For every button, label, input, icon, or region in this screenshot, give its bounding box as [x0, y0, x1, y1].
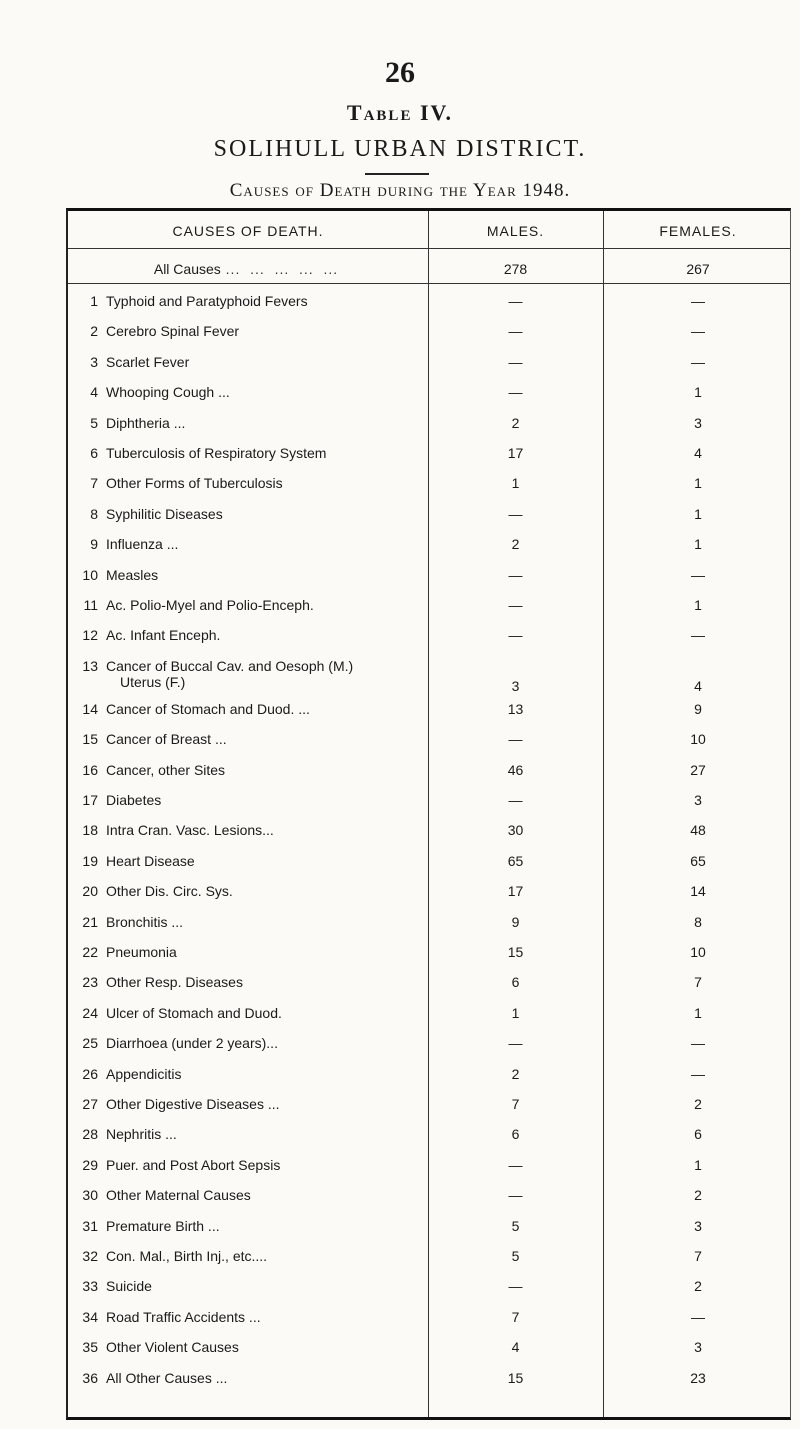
row-cause: Cancer of Breast ... [106, 731, 227, 748]
row-females: 7 [694, 1248, 702, 1264]
table-row [68, 1066, 790, 1096]
row-males: 7 [511, 1308, 520, 1325]
row-cause: Diphtheria ... [106, 414, 186, 431]
table-row [68, 323, 790, 353]
table-row [68, 1218, 790, 1248]
row-females: — [691, 323, 705, 340]
row-number: 1 [90, 293, 98, 309]
all-causes-females: 267 [686, 261, 710, 277]
row-females: — [691, 1065, 705, 1082]
table-title: Table IV. [346, 100, 454, 125]
row-males: 30 [507, 822, 524, 839]
row-cause: Suicide [106, 1278, 152, 1295]
row-females: 1 [694, 536, 702, 553]
row-females: 1 [694, 475, 702, 492]
row-cause: Cancer, other Sites [106, 761, 226, 778]
row-cause: Ac. Infant Enceph. [106, 627, 221, 644]
row-number: 6 [90, 445, 98, 461]
row-cause-line2: Uterus (F.) [120, 673, 186, 690]
table-row [68, 1309, 790, 1339]
row-number: 26 [82, 1065, 98, 1082]
row-males: 3 [511, 677, 520, 694]
row-females: 1 [694, 505, 702, 522]
all-causes-rule [68, 283, 790, 284]
row-males: — [508, 1278, 523, 1295]
row-males: 46 [507, 761, 524, 778]
row-males: — [508, 627, 523, 644]
row-number: 15 [82, 731, 98, 748]
row-number: 32 [82, 1248, 98, 1264]
row-males: — [508, 1156, 523, 1173]
table-row [68, 762, 790, 792]
table-row [68, 506, 790, 536]
table-row [68, 1187, 790, 1217]
row-number: 30 [82, 1187, 98, 1204]
row-females: 10 [690, 731, 706, 748]
all-causes-label: All Causes ... ... ... ... ... [153, 261, 339, 277]
row-females: 2 [694, 1096, 702, 1112]
row-number: 10 [82, 566, 98, 583]
row-males: 2 [511, 414, 520, 431]
row-males: — [508, 597, 523, 613]
row-females: — [691, 353, 705, 370]
table-row [68, 944, 790, 974]
row-females: 1 [694, 384, 702, 401]
row-number: 16 [82, 761, 98, 778]
row-cause: Ac. Polio-Myel and Polio-Enceph. [106, 597, 314, 613]
row-females: — [691, 1035, 705, 1052]
row-cause: Premature Birth ... [106, 1217, 220, 1234]
table-row [68, 1005, 790, 1035]
row-females: 14 [690, 883, 706, 900]
row-males: 15 [507, 1369, 524, 1386]
row-males: 7 [511, 1096, 520, 1112]
row-cause: Intra Cran. Vasc. Lesions... [106, 822, 274, 839]
causes-table [66, 208, 791, 1420]
row-cause: Ulcer of Stomach and Duod. [106, 1004, 282, 1021]
title-rule [365, 173, 429, 175]
row-females: 4 [694, 677, 702, 694]
row-cause: Heart Disease [106, 852, 195, 869]
row-cause: Other Dis. Circ. Sys. [106, 883, 233, 900]
row-cause: Tuberculosis of Respiratory System [106, 445, 327, 461]
row-number: 14 [82, 700, 98, 717]
row-females: 3 [694, 1217, 702, 1234]
row-number: 34 [82, 1308, 98, 1325]
row-number: 12 [82, 627, 98, 644]
table-row [68, 1248, 790, 1278]
row-males: — [508, 384, 523, 401]
row-females: 4 [694, 445, 702, 461]
table-row [68, 822, 790, 852]
row-males: 13 [507, 700, 524, 717]
row-females: 23 [690, 1369, 706, 1386]
row-females: 3 [694, 414, 702, 431]
row-males: — [508, 1035, 523, 1052]
table-row [68, 1126, 790, 1156]
row-number: 31 [82, 1217, 98, 1234]
table-row [68, 1035, 790, 1065]
row-number: 19 [82, 852, 98, 869]
row-males: 65 [507, 852, 524, 869]
row-males: 6 [511, 1126, 520, 1143]
row-cause: Bronchitis ... [106, 913, 184, 930]
row-males: — [508, 323, 523, 340]
row-cause: Scarlet Fever [106, 353, 190, 370]
all-causes-row [68, 261, 790, 291]
row-number: 5 [90, 414, 98, 431]
row-cause: Cerebro Spinal Fever [106, 323, 240, 340]
page-number: 26 [385, 56, 415, 89]
row-males: — [508, 505, 523, 522]
row-cause: Influenza ... [106, 536, 179, 553]
row-males: 2 [511, 1065, 520, 1082]
table-row [68, 384, 790, 414]
row-males: — [508, 353, 523, 370]
row-cause: Cancer of Buccal Cav. and Oesoph (M.) Uterus (F.) [106, 658, 436, 690]
row-number: 21 [82, 913, 98, 930]
table-row [68, 536, 790, 566]
table-row [68, 792, 790, 822]
row-females: — [691, 293, 705, 309]
row-females: 10 [690, 944, 706, 960]
table-row [68, 853, 790, 883]
header-causes: CAUSES OF DEATH. [172, 223, 324, 239]
row-cause: Road Traffic Accidents ... [106, 1308, 261, 1325]
table-row [68, 597, 790, 627]
table-row [68, 475, 790, 505]
row-males: 1 [511, 1004, 520, 1021]
row-cause: All Other Causes ... [106, 1369, 228, 1386]
row-males: 5 [511, 1248, 520, 1264]
row-females: 48 [690, 822, 706, 839]
row-number: 33 [82, 1278, 98, 1295]
table-row [68, 445, 790, 475]
row-number: 23 [82, 974, 98, 991]
row-cause: Other Maternal Causes [106, 1187, 251, 1204]
row-males: 6 [511, 974, 520, 991]
row-number: 2 [90, 323, 98, 340]
row-females: — [691, 566, 705, 583]
row-females: 65 [690, 852, 706, 869]
row-number: 17 [82, 792, 98, 808]
table-row [68, 415, 790, 445]
row-males: 17 [507, 883, 524, 900]
row-females: 3 [694, 792, 702, 808]
table-row [68, 731, 790, 761]
district-title: SOLIHULL URBAN DISTRICT. [213, 136, 587, 162]
row-number: 8 [90, 505, 98, 522]
row-females: 6 [694, 1126, 702, 1143]
row-males: — [508, 731, 523, 748]
row-males: — [508, 293, 523, 309]
row-cause: Nephritis ... [106, 1126, 177, 1143]
row-cause: Appendicitis [106, 1065, 182, 1082]
table-row [68, 354, 790, 384]
all-causes-males: 278 [503, 261, 528, 277]
row-cause: Diabetes [106, 792, 162, 808]
row-females: 2 [694, 1278, 702, 1295]
row-number: 24 [82, 1004, 98, 1021]
row-females: 1 [694, 597, 702, 613]
row-number: 35 [82, 1339, 98, 1356]
header-females: FEMALES. [659, 223, 737, 239]
row-cause: Whooping Cough ... [106, 384, 230, 401]
row-males: 17 [507, 445, 524, 461]
row-cause: Measles [106, 566, 159, 583]
row-number: 13 [82, 657, 98, 674]
row-cause: Diarrhoea (under 2 years)... [106, 1035, 278, 1052]
row-males: — [508, 1187, 523, 1204]
row-number: 36 [82, 1369, 98, 1386]
row-females: 8 [694, 913, 702, 930]
row-number: 27 [82, 1096, 98, 1112]
row-females: — [691, 1308, 705, 1325]
table-row [68, 1278, 790, 1308]
table-row [68, 567, 790, 597]
row-males: 2 [511, 536, 520, 553]
row-females: 7 [694, 974, 702, 991]
table-row [68, 914, 790, 944]
row-number: 29 [82, 1156, 98, 1173]
row-males: 1 [511, 475, 520, 492]
header-males: MALES. [486, 223, 545, 239]
row-cause: Typhoid and Paratyphoid Fevers [106, 293, 308, 309]
row-number: 4 [90, 384, 98, 401]
row-number: 18 [82, 822, 98, 839]
table-row [68, 1339, 790, 1369]
row-males: 4 [511, 1339, 520, 1356]
row-females: 2 [694, 1187, 702, 1204]
table-row [68, 1096, 790, 1126]
row-number: 7 [90, 475, 98, 492]
row-cause: Pneumonia [106, 944, 177, 960]
table-row [68, 658, 790, 698]
row-number: 28 [82, 1126, 98, 1143]
row-females: — [691, 627, 705, 644]
row-females: 1 [694, 1156, 702, 1173]
row-cause: Other Digestive Diseases ... [106, 1096, 280, 1112]
table-row [68, 883, 790, 913]
row-females: 9 [694, 700, 702, 717]
row-males: 15 [507, 944, 524, 960]
row-cause: Other Resp. Diseases [106, 974, 243, 991]
row-cause: Other Violent Causes [106, 1339, 239, 1356]
row-number: 9 [90, 536, 98, 553]
table-row [68, 974, 790, 1004]
row-number: 11 [83, 597, 98, 613]
row-females: 1 [694, 1004, 702, 1021]
row-cause: Other Forms of Tuberculosis [106, 475, 283, 492]
header-rule [68, 248, 790, 249]
table-row [68, 293, 790, 323]
row-males: 9 [511, 913, 520, 930]
row-males: — [508, 566, 523, 583]
row-cause: Con. Mal., Birth Inj., etc.... [106, 1248, 268, 1264]
table-row [68, 1157, 790, 1187]
row-cause: Puer. and Post Abort Sepsis [106, 1156, 281, 1173]
row-cause: Cancer of Stomach and Duod. ... [106, 700, 310, 717]
row-number: 3 [90, 353, 98, 370]
row-cause: Syphilitic Diseases [106, 505, 223, 522]
table-row [68, 627, 790, 657]
row-females: 3 [694, 1339, 702, 1356]
row-number: 25 [82, 1035, 98, 1052]
row-number: 22 [82, 944, 98, 960]
row-number: 20 [82, 883, 98, 900]
row-males: 5 [511, 1217, 520, 1234]
table-subtitle: Causes of Death during the Year 1948. [229, 180, 571, 201]
row-females: 27 [690, 761, 706, 778]
table-row [68, 1370, 790, 1400]
row-males: — [508, 792, 523, 808]
table-row [68, 701, 790, 731]
